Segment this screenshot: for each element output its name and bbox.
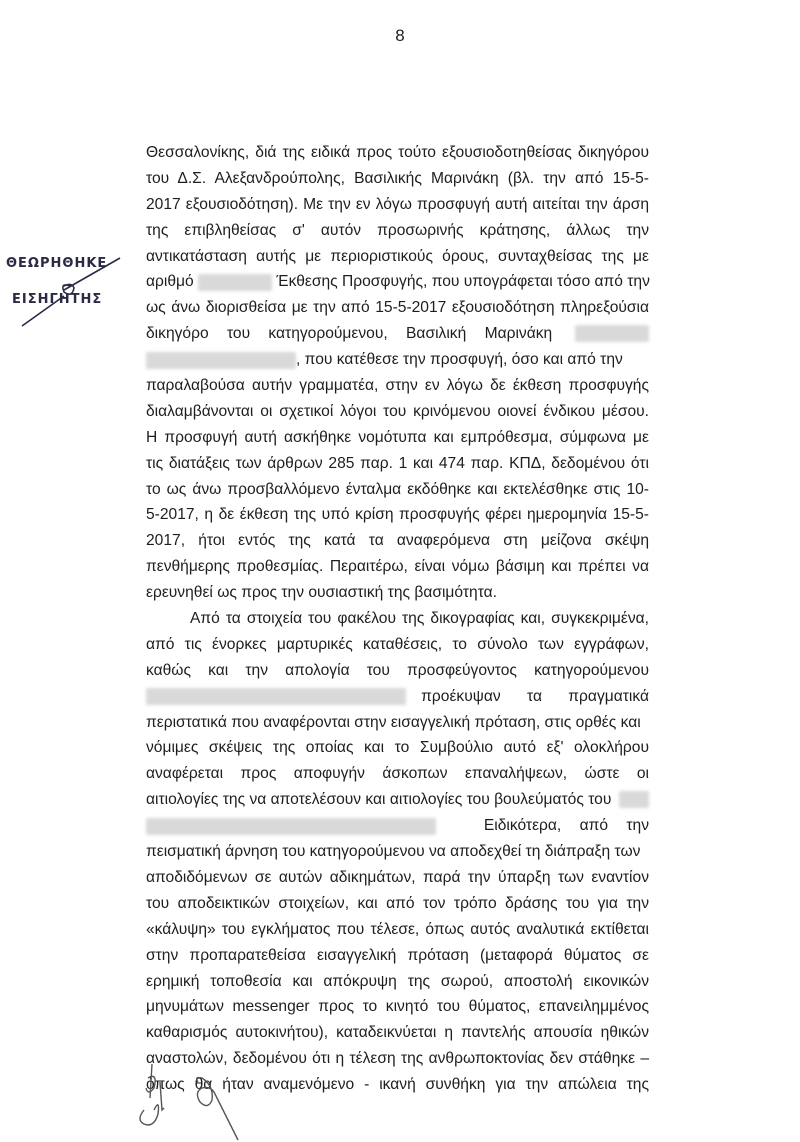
text-line: καθώς και την απολογία του προσφεύγοντος κατηγορούμενου [146,661,649,679]
text-line: αναστολών, δεδομένου ότι η τέλεση της ανθρωποκτονίας δεν στάθηκε – [146,1050,649,1068]
text-line: «κάλυψη» του εγκλήματος που τέλεσε, όπως αυτός αναλυτικά εκτίθεται [146,920,649,938]
text-line: της επιβληθείσας σ' αυτόν προσωρινής κράτησης, άλλως την [146,221,649,239]
text-line: περιστατικά που αναφέρονται στην εισαγγελική πρόταση, στις ορθές και [146,713,641,731]
text-line: ερευνηθεί ως προς την ουσιαστική της βασιμότητα. [146,584,497,602]
redacted-text [146,352,296,369]
redacted-text [575,325,649,342]
text-fragment: Ειδικότερα, από την [483,817,649,835]
text-line: αποδιδόμενων σε αυτών αδικημάτων, παρά την ύπαρξη των εναντίον [146,868,649,886]
text-fragment: αριθμό [146,273,194,291]
text-line: από τις ένορκες μαρτυρικές καταθέσεις, το σύνολο των εγγράφων, [146,635,649,653]
text-line-with-redaction [146,321,649,347]
document-body [146,140,649,1098]
text-fragment: δικηγόρο του κατηγορούμενου, Βασιλική Μαρινάκη [146,325,553,343]
text-line-with-redaction [146,269,649,295]
text-line-with-redaction [146,787,649,813]
text-line: 2017 εξουσιοδότηση). Με την εν λόγω προσφυγή αυτή αιτείται την άρση [146,195,649,213]
text-line: τις διατάξεις των άρθρων 285 παρ. 1 και 474 παρ. ΚΠΔ, δεδομένου ότι [146,454,649,472]
text-line: διαλαμβάνονται οι σχετικοί λόγοι του κρινόμενου οιονεί ένδικου μέσου. [146,402,649,420]
text-line-with-redaction [146,684,649,710]
text-line: νόμιμες σκέψεις της οποίας και το Συμβούλιο αυτό εξ' ολοκλήρου [146,739,649,757]
handwritten-signature [130,1058,270,1142]
text-line: Θεσσαλονίκης, διά της ειδικά προς τούτο εξουσιοδοτηθείσας δικηγόρου [146,144,649,161]
text-line: 5-2017, η δε έκθεση της υπό κρίση προσφυγής φέρει ημερομηνία 15-5- [146,506,649,524]
stamp-line-2: ΕΙΣΗΓΗΤΗΣ [12,292,103,307]
redacted-text [619,791,649,808]
text-line: όπως θα ήταν αναμενόμενο - ικανή συνθήκη για την απώλεια της [146,1076,649,1094]
text-line: ως άνω διορισθείσα με την από 15-5-2017 εξουσιοδότηση πληρεξούσια [146,299,649,317]
redacted-name [146,688,406,705]
text-line: πενθήμερης προθεσμίας. Περαιτέρω, είναι νόμω βάσιμη και πρέπει να [146,558,649,576]
text-line-with-redaction [146,813,649,839]
text-line: καθαρισμός αυτοκινήτου), καταδεικνύεται η παντελής απουσία ηθικών [146,1024,649,1042]
redacted-text [146,818,436,835]
text-fragment: προέκυψαν τα πραγματικά [421,687,649,705]
redacted-number [198,274,272,291]
text-fragment: Έκθεσης Προσφυγής, που υπογράφεται τόσο από την [276,273,650,291]
page-number: 8 [395,26,405,45]
text-line: Από τα στοιχεία του φακέλου της δικογραφίας και, συγκεκριμένα, [190,610,649,628]
stamp-line-1: ΘΕΩΡΗΘΗΚΕ [6,256,108,271]
text-line: πεισματική άρνηση του κατηγορούμενου να αποδεχθεί τη διάπραξη των [146,843,641,861]
text-line: του αποδεικτικών στοιχείων, και από τον τρόπο δράσης του για την [146,894,649,912]
text-line: Η προσφυγή αυτή ασκήθηκε νομότυπα και εμπρόθεσμα, σύμφωνα με [146,428,649,446]
text-line: αντικατάσταση αυτής με περιοριστικούς όρους, συνταχθείσας της με [146,247,649,265]
text-line: του Δ.Σ. Αλεξανδρούπολης, Βασιλικής Μαρινάκη (βλ. την από 15-5- [146,169,649,187]
text-line: αναφέρεται προς αποφυγήν άσκοπων επαναλήψεων, ώστε οι [146,765,649,783]
text-line: στην προπαρατεθείσα εισαγγελική πρόταση (μεταφορά θύματος σε [146,946,649,964]
text-fragment: , που κατέθεσε την προσφυγή, όσο και από την [296,351,623,369]
text-line: ερημική τοποθεσία και απόκρυψη της σωρού, αποστολή εικονικών [146,972,649,990]
text-line: το ως άνω προσβαλλόμενο ένταλμα εκδόθηκε και εκτελέσθηκε στις 10- [146,480,649,498]
stamp-initial-mark [2,250,132,330]
reviewed-stamp [2,250,122,320]
text-line: παραλαβούσα αυτήν γραμματέα, στην εν λόγω δε έκθεση προσφυγής [146,377,649,395]
text-line: 2017, ήτοι εντός της κατά τα αναφερόμενα στη μείζονα σκέψη [146,532,649,550]
text-line-with-redaction [146,347,649,373]
text-fragment: αιτιολογίες της να αποτελέσουν και αιτιολογίες του βουλεύματός του [146,791,612,809]
text-line: μηνυμάτων messenger προς το κινητό του θύματος, επανειλημμένος [146,998,649,1016]
